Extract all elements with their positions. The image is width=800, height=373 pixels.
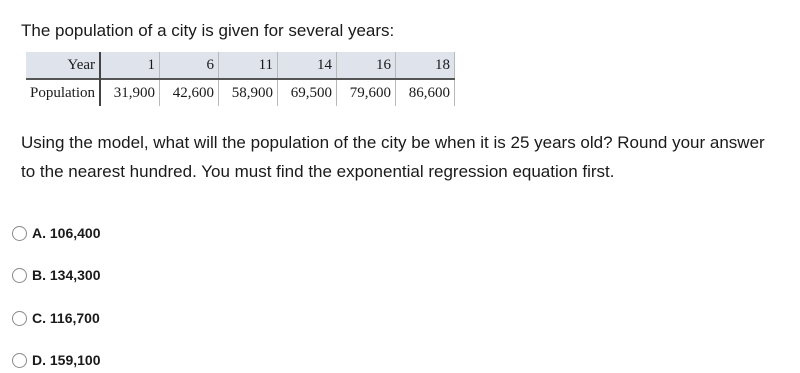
radio-button-icon[interactable] [12,226,27,241]
choice-a[interactable] [12,222,101,244]
population-table [26,52,455,106]
population-cell: 69,500 [278,79,337,106]
population-header: Population [26,79,100,106]
table-row-population [26,79,455,106]
radio-button-icon[interactable] [12,353,27,368]
year-cell: 14 [278,52,337,79]
radio-button-icon[interactable] [12,311,27,326]
choice-label [32,352,101,368]
choice-value: 134,300 [49,267,101,283]
choice-letter: B. [32,267,46,283]
choice-label [32,225,101,241]
choice-value: 159,100 [49,352,101,368]
choice-label [32,310,100,326]
problem-intro: The population of a city is given for several years: [21,21,395,40]
question-text: Using the model, what will the population of the city be when it is 25 years old? Round your answer to the nearest hundred. You must find the exponential regression equation first. [21,133,765,181]
choice-d[interactable] [12,349,101,371]
year-cell: 16 [337,52,396,79]
population-cell: 31,900 [100,79,160,106]
population-cell: 86,600 [396,79,455,106]
choice-letter: D. [32,352,46,368]
year-header: Year [26,52,100,79]
table-row-year [26,52,455,79]
choice-value: 106,400 [49,225,101,241]
population-cell: 79,600 [337,79,396,106]
choice-c[interactable] [12,307,100,329]
choice-letter: A. [32,225,46,241]
year-cell: 1 [100,52,160,79]
year-cell: 18 [396,52,455,79]
year-cell: 11 [219,52,278,79]
population-cell: 42,600 [160,79,219,106]
choice-b[interactable] [12,264,101,286]
population-cell: 58,900 [219,79,278,106]
year-cell: 6 [160,52,219,79]
choice-letter: C. [32,310,46,326]
radio-button-icon[interactable] [12,268,27,283]
choice-value: 116,700 [49,310,100,326]
choice-label [32,267,101,283]
